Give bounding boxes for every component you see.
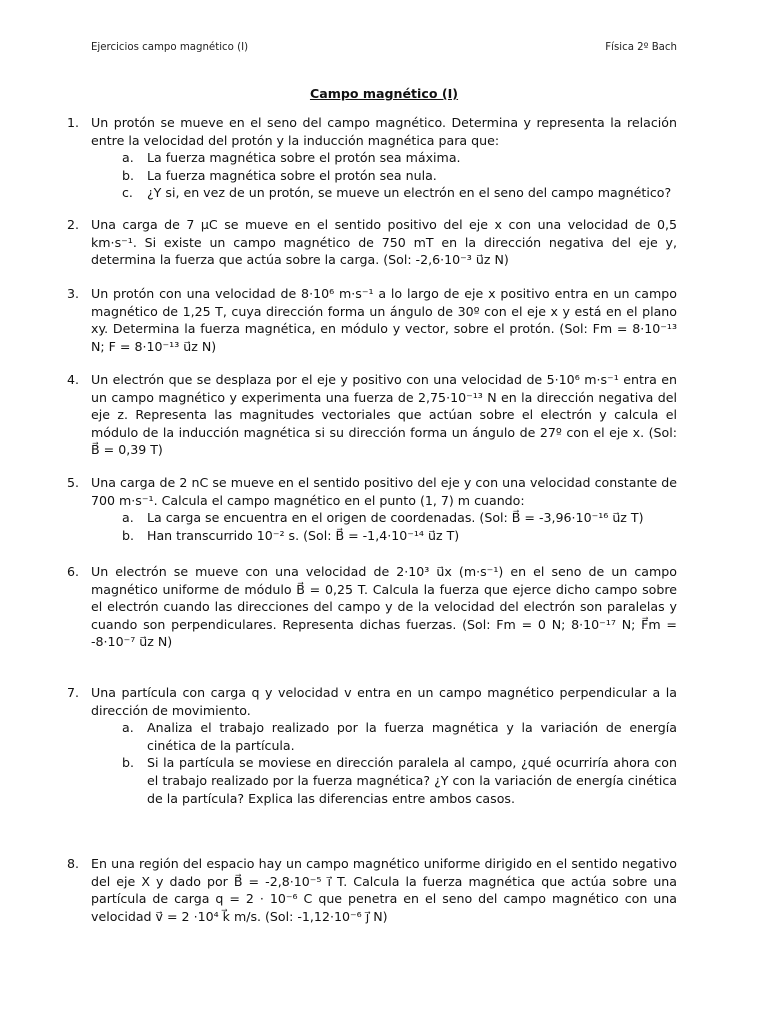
item-letter: b. <box>122 527 134 543</box>
item-letter: a. <box>122 720 134 736</box>
header-course-title: Ejercicios campo magnético (I) <box>91 42 249 53</box>
exercise-number: 7. <box>67 685 80 700</box>
item-text: ¿Y si, en vez de un protón, se mueve un electrón en el seno del campo magnético? <box>147 185 672 201</box>
exercise-number: 8. <box>67 856 80 871</box>
exercise-item <box>122 754 677 807</box>
item-letter: b. <box>122 167 134 183</box>
exercise-text: Un protón se mueve en el seno del campo magnético. Determina y representa la relación entre la velocidad del protón y la inducción magnética para que: <box>91 115 677 148</box>
item-text: Si la partícula se moviese en dirección paralela al campo, ¿qué ocurriría ahora con el trabajo realizado por la fuerza magnética? ¿Y con la variación de energía cinética de la partícula? Explica las diferencias entre ambos casos. <box>147 755 677 806</box>
header-subject: Física 2º Bach <box>605 42 677 53</box>
exercise-item <box>122 509 677 527</box>
item-letter: a. <box>122 510 134 526</box>
exercise-number: 6. <box>67 564 80 579</box>
exercise-text: Un electrón se mueve con una velocidad de 2·10³ u⃗x (m·s⁻¹) en el seno de un campo magnético uniforme de módulo B⃗ = 0,25 T. Calcula la fuerza que ejerce dicho campo sobre el electrón cuando las direcciones del campo y de la velocidad del electrón son paralelas y cuando son perpendiculares. Representa dichas fuerzas. (Sol: Fm = 0 N; 8·10⁻¹⁷ N; F⃗m = -8·10⁻⁷ u⃗z N) <box>91 564 677 650</box>
item-letter: a. <box>122 150 134 166</box>
exercise-2 <box>67 216 677 269</box>
exercise-number: 5. <box>67 475 80 490</box>
item-text: La fuerza magnética sobre el protón sea máxima. <box>147 150 461 166</box>
exercise-text: Una carga de 7 μC se mueve en el sentido positivo del eje x con una velocidad de 0,5 km·s⁻¹. Si existe un campo magnético de 750 mT en la dirección negativa del eje y, determina la fuerza que actúa sobre la carga. (Sol: -2,6·10⁻³ u⃗z N) <box>91 217 677 268</box>
exercise-1 <box>67 114 677 202</box>
exercise-item <box>122 527 677 545</box>
item-text: Han transcurrido 10⁻² s. (Sol: B⃗ = -1,4·10⁻¹⁴ u⃗z T) <box>147 527 460 543</box>
exercise-number: 3. <box>67 286 80 301</box>
document-title: Campo magnético (I) <box>309 86 459 101</box>
exercise-text: En una región del espacio hay un campo magnético uniforme dirigido en el sentido negativo del eje X y dado por B⃗ = -2,8·10⁻⁵ i⃗ T. Calcula la fuerza magnética que actúa sobre una partícula de carga q = 2 · 10⁻⁶ C que penetra en el seno del campo magnético con una velocidad v⃗ = 2 ·10⁴ k⃗ m/s. (Sol: -1,12·10⁻⁶ j⃗ N) <box>91 856 677 924</box>
item-text: La fuerza magnética sobre el protón sea nula. <box>147 167 437 183</box>
exercise-item <box>122 149 677 167</box>
exercise-8 <box>67 855 677 925</box>
item-text: Analiza el trabajo realizado por la fuerza magnética y la variación de energía cinética de la partícula. <box>147 720 677 753</box>
exercise-6 <box>67 563 677 651</box>
item-letter: c. <box>122 185 133 201</box>
exercise-number: 4. <box>67 372 80 387</box>
exercise-text: Un protón con una velocidad de 8·10⁶ m·s⁻¹ a lo largo de eje x positivo entra en un campo magnético de 1,25 T, cuya dirección forma un ángulo de 30º con el eje x y está en el plano xy. Determina la fuerza magnética, en módulo y vector, sobre el protón. (Sol: Fm = 8·10⁻¹³ N; F = 8·10⁻¹³ u⃗z N) <box>91 286 677 354</box>
exercise-7 <box>67 684 677 807</box>
exercise-5 <box>67 474 677 544</box>
exercise-item <box>122 167 677 185</box>
exercise-text: Un electrón que se desplaza por el eje y positivo con una velocidad de 5·10⁶ m·s⁻¹ entra en un campo magnético y experimenta una fuerza de 2,75·10⁻¹³ N en la dirección negativa del eje z. Representa las magnitudes vectoriales que actúan sobre el electrón y calcula el módulo de la inducción magnética si su dirección forma un ángulo de 27º con el eje x. (Sol: B⃗ = 0,39 T) <box>91 372 677 458</box>
item-text: La carga se encuentra en el origen de coordenadas. (Sol: B⃗ = -3,96·10⁻¹⁶ u⃗z T) <box>147 510 644 526</box>
exercise-number: 1. <box>67 115 80 130</box>
exercise-text: Una partícula con carga q y velocidad v entra en un campo magnético perpendicular a la dirección de movimiento. <box>91 685 677 718</box>
exercise-text: Una carga de 2 nC se mueve en el sentido positivo del eje y con una velocidad constante de 700 m·s⁻¹. Calcula el campo magnético en el punto (1, 7) m cuando: <box>91 475 677 508</box>
item-letter: b. <box>122 755 134 771</box>
exercise-3 <box>67 285 677 355</box>
page-header <box>91 42 677 56</box>
exercise-item <box>122 719 677 754</box>
exercise-item <box>122 184 677 202</box>
exercise-4 <box>67 371 677 459</box>
exercise-number: 2. <box>67 217 80 232</box>
